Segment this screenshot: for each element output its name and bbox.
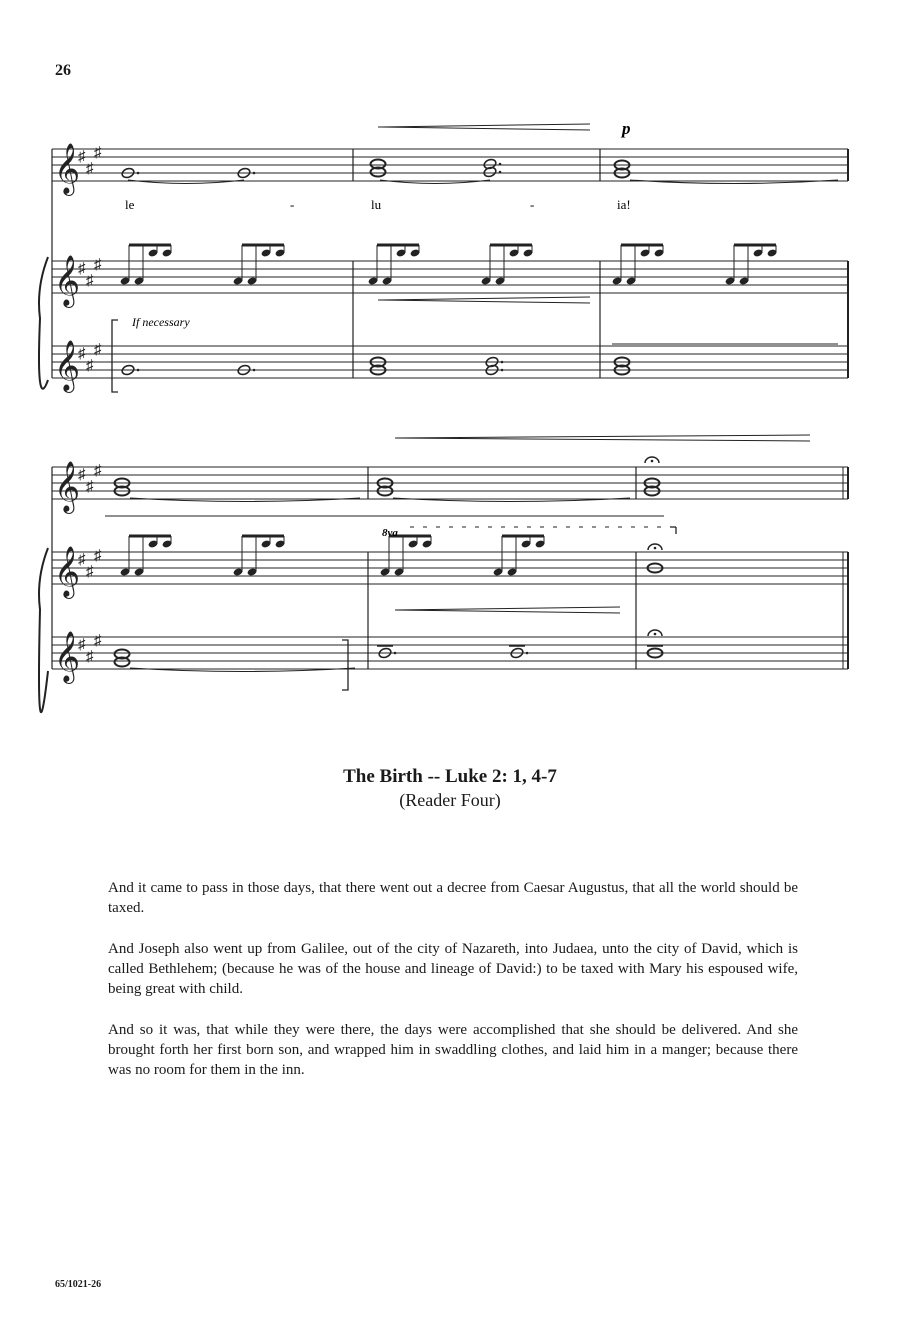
bracket (112, 320, 118, 392)
hairpin (395, 610, 620, 613)
sharp-sign: ♯ (86, 564, 94, 580)
hairpin (378, 124, 590, 127)
sharp-sign: ♯ (86, 358, 94, 374)
hairpin (395, 438, 810, 441)
sharp-sign: ♯ (94, 145, 102, 161)
dot (253, 369, 256, 372)
sharp-sign: ♯ (86, 161, 94, 177)
lyric-lu: lu (371, 197, 382, 212)
sharp-sign: ♯ (94, 548, 102, 564)
octave-marking: 8va (382, 527, 398, 539)
sharp-sign: ♯ (78, 637, 86, 653)
treble-clef: 𝄞 (54, 341, 81, 390)
treble-clef: 𝄞 (54, 256, 81, 305)
hairpin (378, 297, 590, 300)
sharp-sign: ♯ (78, 149, 86, 165)
hairpin (395, 607, 620, 610)
fermata-dot (654, 633, 657, 636)
dot (501, 361, 504, 364)
lyric-ia: ia! (617, 197, 631, 212)
dot (137, 172, 140, 175)
piano-brace (39, 257, 48, 389)
reading-title: The Birth -- Luke 2: 1, 4-7 (343, 766, 557, 787)
treble-clef: 𝄞 (54, 547, 81, 596)
passage-paragraph: And so it was, that while they were there, the days were accomplished that she should be delivered. And she brought forth her first born son, and wrapped him in swaddling clothes, and laid him in a manger; because there was no room for them in the inn. (108, 1022, 798, 1078)
sharp-sign: ♯ (78, 346, 86, 362)
dot (501, 369, 504, 372)
passage-paragraph: And it came to pass in those days, that there went out a decree from Caesar Augustus, that all the world should be taxed. (108, 880, 798, 916)
treble-clef: 𝄞 (54, 462, 81, 511)
sharp-sign: ♯ (94, 633, 102, 649)
sharp-sign: ♯ (94, 463, 102, 479)
dynamic-piano: p (622, 119, 631, 138)
page-number: 26 (55, 62, 71, 79)
reading-subtitle: (Reader Four) (399, 790, 501, 810)
treble-clef: 𝄞 (54, 632, 81, 681)
dot (394, 652, 397, 655)
sharp-sign: ♯ (94, 342, 102, 358)
reading-heading (0, 766, 900, 811)
sharp-sign: ♯ (86, 649, 94, 665)
sharp-sign: ♯ (86, 273, 94, 289)
dot (499, 171, 502, 174)
passage-paragraph: And Joseph also went up from Galilee, out of the city of Nazareth, into Judaea, unto the city of David, which is called Bethlehem; (because he was of the house and lineage of David:) to be taxed with Mary his espoused wife, being great with child. (108, 941, 798, 997)
hairpin (378, 127, 590, 130)
sharp-sign: ♯ (78, 552, 86, 568)
bracket (342, 640, 348, 690)
hairpin (395, 435, 810, 438)
hairpin (378, 300, 590, 303)
fermata-dot (651, 460, 654, 463)
fermata-dot (654, 547, 657, 550)
if-necessary-note: If necessary (132, 315, 190, 329)
lyric-hyphen-2: - (530, 197, 535, 212)
lyric-hyphen-1: - (290, 197, 295, 212)
dot (499, 163, 502, 166)
dot (526, 652, 529, 655)
sharp-sign: ♯ (86, 479, 94, 495)
treble-clef: 𝄞 (54, 144, 81, 193)
piano-brace (39, 548, 48, 712)
sharp-sign: ♯ (94, 257, 102, 273)
catalog-code: 65/1021-26 (55, 1279, 102, 1290)
dot (137, 369, 140, 372)
dot (253, 172, 256, 175)
sharp-sign: ♯ (78, 467, 86, 483)
lyric-le: le (125, 197, 135, 212)
sharp-sign: ♯ (78, 261, 86, 277)
